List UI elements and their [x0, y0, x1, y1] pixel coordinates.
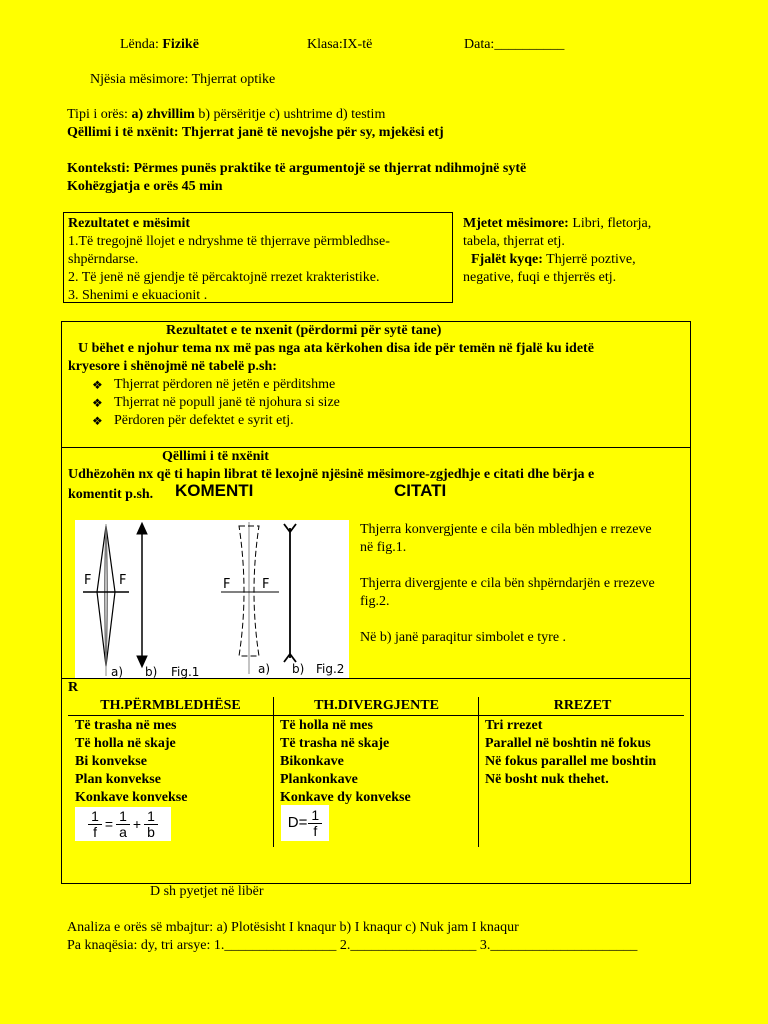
col-divergent	[280, 717, 411, 807]
eq-num-2: 1	[116, 809, 130, 825]
fig1-a-label: a)	[111, 665, 124, 678]
lens-diagram	[75, 520, 349, 678]
focus-label-left-2: F	[223, 577, 231, 592]
section-results-intro-2: kryesore i shënojmë në tabelë p.sh:	[68, 359, 277, 374]
fig1-caption: Fig.1	[171, 665, 200, 678]
eq-equals: =	[104, 816, 114, 832]
list-item: ❖ Thjerrat përdoren në jetën e përditshme	[90, 376, 684, 394]
fig1-b-label: b)	[145, 665, 158, 678]
tools-block	[463, 215, 651, 287]
table-cell: Plan konvekse	[75, 772, 161, 787]
list-item: ❖ Thjerrat në popull janë të njohura si size	[90, 394, 684, 412]
table-cell: Në bosht nuk thehet.	[485, 772, 609, 787]
table-header-line	[68, 715, 684, 716]
table-divider-1	[273, 697, 274, 847]
citati-text-1: Thjerra konvergjente e cila bën mbledhjen e rrezeve	[360, 522, 652, 537]
ideas-list	[90, 376, 684, 430]
results-line-4: 3. Shenimi e ekuacionit .	[68, 288, 208, 303]
lens-table-box	[61, 678, 691, 884]
tools-label: Mjetet mësimore:	[463, 216, 569, 231]
section-results-intro-1: U bëhet e njohur tema nx më pas nga ata kërkohen disa ide për temën në fjalë ku idetë	[78, 341, 594, 356]
power-equation	[281, 805, 329, 841]
section-results-box	[61, 321, 691, 448]
lens-equation	[75, 807, 171, 841]
duration: Kohëzgjatja e orës 45 min	[67, 179, 223, 194]
subject-value: Fizikë	[162, 37, 199, 52]
focus-label-right-2: F	[262, 577, 270, 592]
fig2-b-label: b)	[292, 662, 305, 676]
fig2-a-label: a)	[258, 662, 271, 676]
context: Konteksti: Përmes punës praktike të argumentojë se thjerrat ndihmojnë sytë	[67, 161, 527, 176]
section-goal-line-1: Udhëzohën nx që ti hapin librat të lexojnë njësinë mësimore-zgjedhje e citati dhe bërja e	[68, 467, 595, 482]
header-divergent: TH.DIVERGJENTE	[314, 698, 439, 713]
section-goal-line-2: komentit p.sh.	[68, 487, 154, 502]
eq-plus: +	[132, 816, 142, 832]
table-cell: Të holla në mes	[280, 718, 373, 733]
citati-text-3: Thjerra divergjente e cila bën shpërndarjën e rrezeve	[360, 576, 655, 591]
divergent-lens	[221, 522, 279, 674]
date-label: Data:__________	[464, 37, 565, 52]
list-item: ❖ Përdoren për defektet e syrit etj.	[90, 412, 684, 430]
focus-label-right: F	[119, 573, 127, 588]
table-r-label: R	[68, 680, 79, 695]
power-d: D=	[287, 814, 308, 831]
lens-figure	[75, 520, 349, 678]
divergent-symbol	[284, 524, 296, 662]
eq-den-a: a	[119, 823, 127, 840]
unit-title: Njësia mësimore: Thjerrat optike	[90, 72, 276, 87]
subject-field	[120, 37, 199, 53]
results-line-2: shpërndarse.	[68, 252, 139, 267]
results-line-1: 1.Të tregojnë llojet e ndryshme të thjerrave përmbledhse-	[68, 234, 390, 249]
focus-label-left: F	[84, 573, 92, 588]
lesson-type-selected: a) zhvillim	[131, 107, 195, 122]
table-cell: Parallel në boshtin në fokus	[485, 736, 651, 751]
citati-text-5: Në b) janë paraqitur simbolet e tyre .	[360, 630, 567, 645]
header-rays: RREZET	[553, 698, 612, 713]
results-box	[63, 212, 453, 303]
col-rays	[485, 717, 656, 789]
table-cell: Bi konvekse	[75, 754, 147, 769]
table-cell: Bikonkave	[280, 754, 344, 769]
section-goal-title: Qëllimi i të nxënit	[162, 449, 269, 464]
power-num: 1	[308, 808, 322, 824]
lesson-analysis: Analiza e orës së mbajtur: a) Plotësisht I knaqur b) I knaqur c) Nuk jam I knaqur	[67, 920, 519, 935]
lesson-type	[67, 107, 385, 123]
fig2-caption: Fig.2	[316, 662, 345, 676]
eq-den-b: b	[147, 823, 155, 840]
section-results-title: Rezultatet e te nxenit (përdormi për sytë tane)	[166, 323, 442, 338]
subject-label: Lënda:	[120, 37, 159, 52]
citati-heading: CITATI	[394, 481, 447, 500]
eq-num-1: 1	[88, 809, 102, 825]
citati-text	[360, 521, 655, 647]
keywords-label: Fjalët kyqe:	[471, 252, 543, 267]
table-divider-2	[478, 697, 479, 847]
tools-text-1: Libri, fletorja,	[568, 216, 652, 231]
table-cell: Të holla në skaje	[75, 736, 176, 751]
results-line-3: 2. Të jenë në gjendje të përcaktojnë rrezet krakteristike.	[68, 270, 380, 285]
citati-text-2: në fig.1.	[360, 540, 407, 555]
learning-goal: Qëllimi i të nxënit: Thjerrat janë të nevojshe për sy, mjekësi etj	[67, 125, 444, 140]
citati-text-4: fig.2.	[360, 594, 390, 609]
power-den: f	[313, 822, 318, 839]
header-convergent: TH.PËRMBLEDHËSE	[100, 698, 241, 713]
col-convergent	[75, 717, 187, 807]
table-cell: Në fokus parallel me boshtin	[485, 754, 657, 769]
convergent-symbol	[137, 523, 147, 667]
table-cell: Konkave dy konvekse	[280, 790, 411, 805]
komenti-heading: KOMENTI	[175, 481, 254, 500]
other-questions: D sh pyetjet në libër	[150, 884, 264, 899]
keywords-text-1: Thjerrë poztive,	[542, 252, 636, 267]
table-cell: Konkave konvekse	[75, 790, 188, 805]
lesson-type-options: b) përsëritje c) ushtrime d) testim	[198, 107, 386, 122]
table-cell: Të trasha në skaje	[280, 736, 390, 751]
results-title: Rezultatet e mësimit	[68, 216, 191, 231]
table-cell: Plankonkave	[280, 772, 358, 787]
convergent-lens	[83, 524, 129, 676]
eq-num-3: 1	[144, 809, 158, 825]
lesson-type-label: Tipi i orës:	[67, 107, 128, 122]
table-cell: Tri rrezet	[485, 718, 543, 733]
tools-text-2: tabela, thjerrat etj.	[463, 234, 565, 249]
keywords-text-2: negative, fuqi e thjerrës etj.	[463, 270, 617, 285]
table-cell: Të trasha në mes	[75, 718, 177, 733]
class-label: Klasa:IX-të	[307, 37, 373, 52]
dissatisfaction-reasons: Pa knaqësia: dy, tri arsye: 1.________________ 2.__________________ 3._____________________	[67, 938, 638, 953]
section-goal-box	[61, 447, 691, 679]
eq-den-f: f	[93, 823, 97, 840]
